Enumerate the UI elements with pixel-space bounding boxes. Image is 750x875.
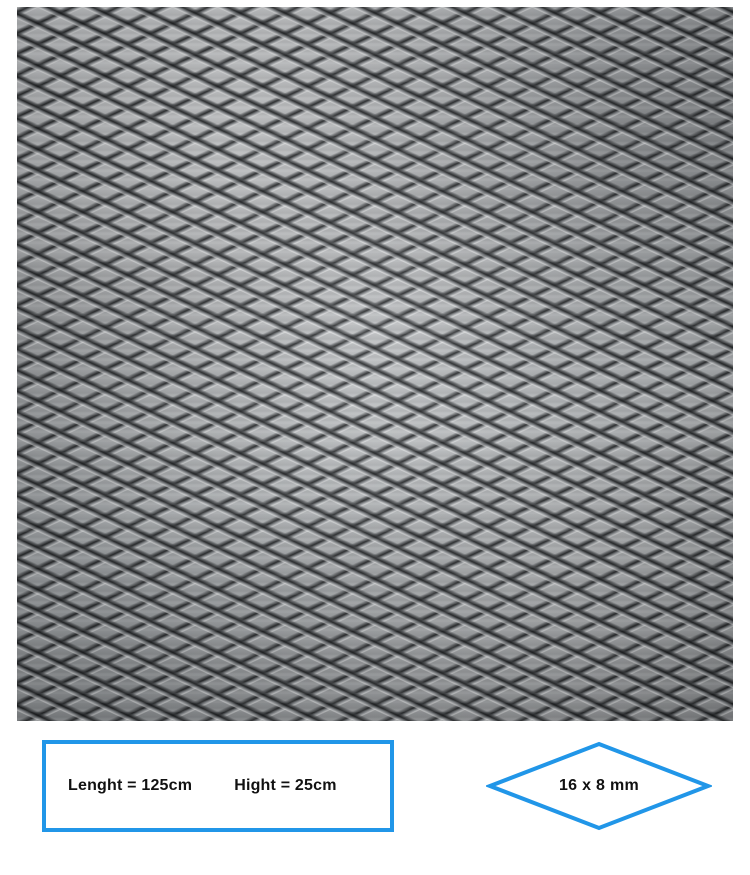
mesh-size-callout-diamond [486,740,712,832]
height-label: Hight = 25cm [234,777,337,794]
image-vignette [17,7,733,721]
length-label: Lenght = 125cm [68,777,193,794]
mesh-size-label: 16 x 8 mm [558,777,640,794]
expanded-metal-mesh-image [17,7,733,721]
dimensions-callout-box [42,740,394,832]
